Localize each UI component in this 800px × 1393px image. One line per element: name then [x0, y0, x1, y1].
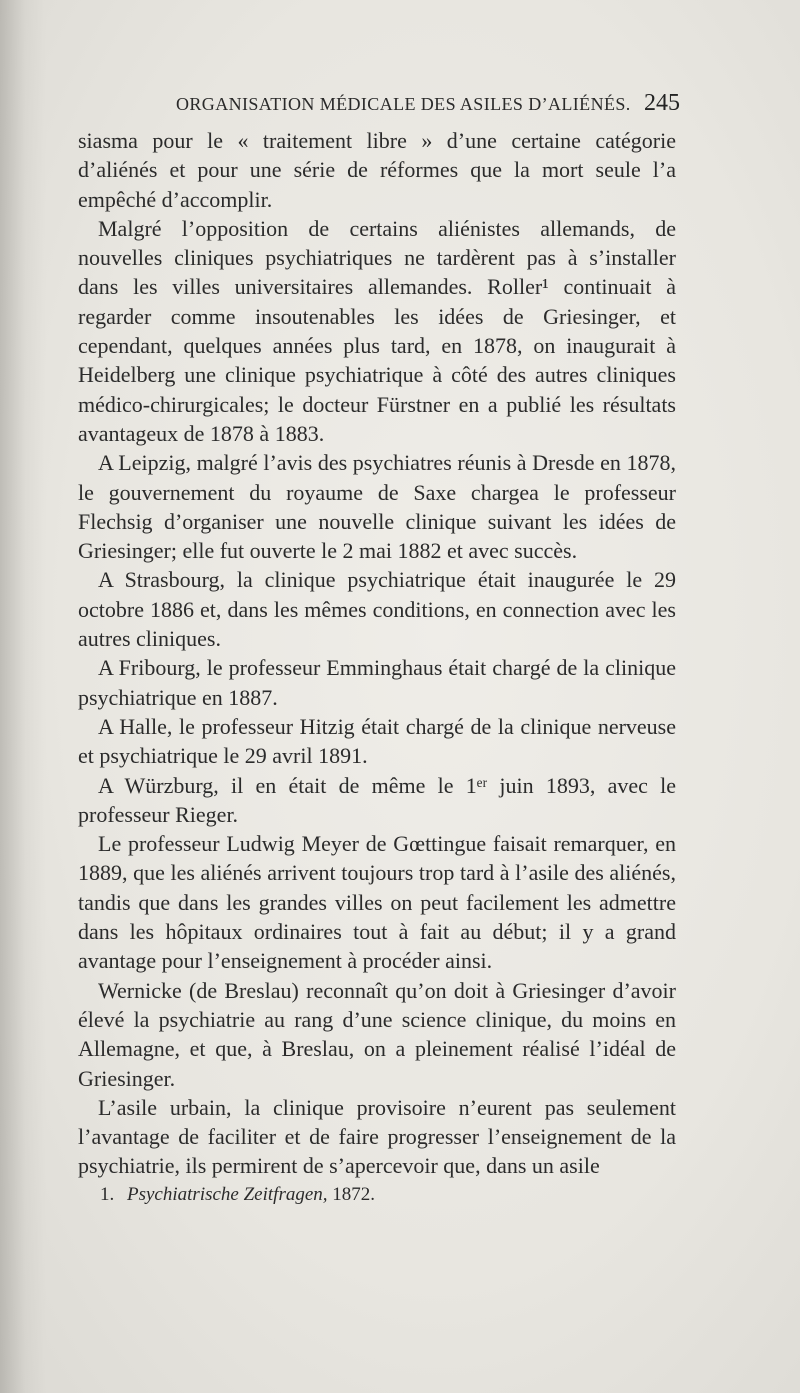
- paragraph: A Würzburg, il en était de même le 1ᵉʳ juin 1893, avec le professeur Rieger.: [78, 772, 676, 827]
- running-title: ORGANISATION MÉDICALE DES ASILES D’ALIÉNÉS.: [176, 94, 631, 114]
- paragraph: Malgré l’opposition de certains aliénistes allemands, de nouvelles cliniques psychiatriques ne tardèrent pas à s’installer dans les villes universitaires allemandes. Roller¹ continuait à regarder comme insoutenables les idées de Griesinger, et cependant, quelques années plus tard, en 1878, on inaugurait à Heidelberg une clinique psychiatrique à côté des autres cliniques médico-chirurgicales; le docteur Fürstner en a publié les résultats avantageux de 1878 à 1883.: [78, 215, 676, 446]
- paragraph: A Leipzig, malgré l’avis des psychiatres réunis à Dresde en 1878, le gouvernement du royaume de Saxe chargea le professeur Flechsig d’organiser une nouvelle clinique suivant les idées de Griesinger; elle fut ouverte le 2 mai 1882 et avec succès.: [78, 450, 676, 564]
- paragraph: A Fribourg, le professeur Emminghaus était chargé de la clinique psychiatrique en 1887.: [78, 655, 676, 710]
- body-text: [78, 126, 676, 1181]
- footnote-number: 1.: [100, 1184, 115, 1205]
- page-number: 245: [644, 90, 680, 116]
- paragraph: A Halle, le professeur Hitzig était chargé de la clinique nerveuse et psychiatrique le 29 avril 1891.: [78, 713, 676, 769]
- paragraph: A Strasbourg, la clinique psychiatrique était inaugurée le 29 octobre 1886 et, dans les mêmes conditions, en connection avec les autres cliniques.: [78, 567, 676, 652]
- paragraph: L’asile urbain, la clinique provisoire n’eurent pas seulement l’avantage de faciliter et de faire progresser l’enseignement de la psychiatrie, ils permirent de s’apercevoir que, dans un asile: [78, 1094, 676, 1179]
- footnote: [100, 1184, 640, 1206]
- footnote-year: 1872.: [332, 1184, 376, 1205]
- paragraph: Le professeur Ludwig Meyer de Gœttingue faisait remarquer, en 1889, que les aliénés arrivent toujours trop tard à l’asile des aliénés, tandis que dans les grandes villes on peut facilement les admettre dans les hôpitaux ordinaires tout à fait au début; il y a grand avantage pour l’enseignement à procéder ainsi.: [78, 831, 676, 974]
- running-header: [168, 90, 680, 120]
- paragraph: Wernicke (de Breslau) reconnaît qu’on doit à Griesinger d’avoir élevé la psychiatrie au rang d’une science clinique, du moins en Allemagne, et que, à Breslau, on a pleinement réalisé l’idéal de Griesinger.: [78, 977, 676, 1091]
- binding-shadow: [0, 0, 46, 1393]
- paragraph: siasma pour le « traitement libre » d’une certaine catégorie d’aliénés et pour une série de réformes que la mort seule l’a empêché d’accomplir.: [78, 128, 676, 212]
- footnote-title: Psychiatrische Zeitfragen,: [127, 1184, 328, 1205]
